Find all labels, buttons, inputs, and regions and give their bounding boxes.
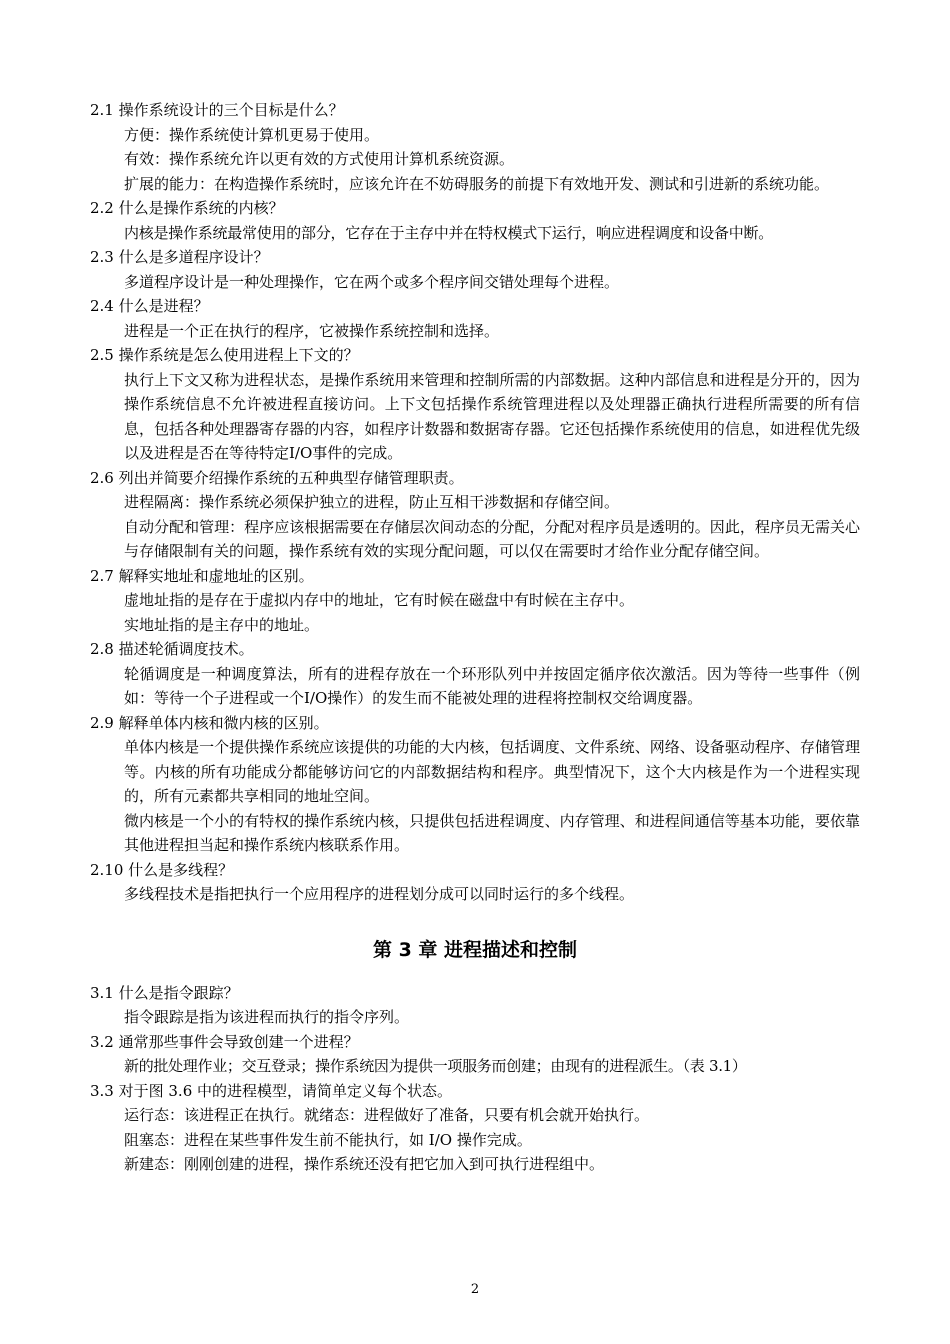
question-2-7: 2.7 解释实地址和虚地址的区别。 [90,566,314,585]
answer-paragraph: 运行态：该进程正在执行。就绪态：进程做好了准备，只要有机会就开始执行。 [124,1106,650,1124]
answer-paragraph: 指令跟踪是指为该进程而执行的指令序列。 [124,1008,410,1026]
question-3-2: 3.2 通常那些事件会导致创建一个进程？ [90,1032,359,1051]
question-2-8: 2.8 描述轮循调度技术。 [90,640,254,658]
section-3-3 [90,1079,860,1177]
question-3-3: 3.3 对于图 3.6 中的进程模型，请简单定义每个状态。 [90,1081,453,1100]
section-3-1 [90,981,860,1030]
answer-paragraph: 有效：操作系统允许以更有效的方式使用计算机系统资源。 [124,150,515,168]
answer-paragraph: 新的批处理作业；交互登录；操作系统因为提供一项服务而创建；由现有的进程派生。（表 3.1） [124,1057,747,1075]
section-2-8 [90,637,860,711]
question-2-1: 2.1 操作系统设计的三个目标是什么？ [90,101,344,119]
section-2-1 [90,98,860,196]
section-2-9 [90,711,860,858]
answer-paragraph: 轮循调度是一种调度算法，所有的进程存放在一个环形队列中并按固定循序依次激活。因为等待一些事件（例如：等待一个子进程或一个I/O操作）的发生而不能被处理的进程将控制权交给调度器。 [124,664,860,707]
section-2-5 [90,343,860,466]
answer-paragraph: 多道程序设计是一种处理操作，它在两个或多个程序间交错处理每个进程。 [124,272,620,291]
question-2-2: 2.2 什么是操作系统的内核？ [90,199,284,217]
answer-paragraph: 方便：操作系统使计算机更易于使用。 [124,125,380,144]
answer-paragraph: 微内核是一个小的有特权的操作系统内核，只提供包括进程调度、内存管理、和进程间通信等基本功能，要依靠其他进程担当起和操作系统内核联系作用。 [124,811,860,854]
section-2-10 [90,858,860,907]
question-2-9: 2.9 解释单体内核和微内核的区别。 [90,713,329,732]
answer-paragraph: 实地址指的是主存中的地址。 [124,615,320,634]
section-2-3 [90,245,860,294]
question-3-1: 3.1 什么是指令跟踪？ [90,983,239,1002]
question-2-3: 2.3 什么是多道程序设计？ [90,248,269,266]
question-2-4: 2.4 什么是进程？ [90,297,209,315]
answer-paragraph: 内核是操作系统最常使用的部分，它存在于主存中并在特权模式下运行，响应进程调度和设备中断。 [124,223,774,242]
section-2-4 [90,294,860,343]
page-number: 2 [470,1282,480,1297]
answer-paragraph: 新建态：刚刚创建的进程，操作系统还没有把它加入到可执行进程组中。 [124,1155,605,1173]
answer-paragraph: 自动分配和管理：程序应该根据需要在存储层次间动态的分配，分配对程序员是透明的。因此，程序员无需关心与存储限制有关的问题，操作系统有效的实现分配问题，可以仅在需要时才给作业分配存储空间。 [124,517,860,560]
answer-paragraph: 执行上下文又称为进程状态，是操作系统用来管理和控制所需的内部数据。这种内部信息和进程是分开的，因为操作系统信息不允许被进程直接访问。上下文包括操作系统管理进程以及处理器正确执行进程所需要的所有信息，包括各种处理器寄存器的内容，如程序计数器和数据寄存器。它还包括操作系统使用的信息，如进程优先级以及进程是否在等待特定I/O事件的完成。 [124,370,860,462]
question-2-10: 2.10 什么是多线程？ [90,860,234,879]
section-2-7 [90,564,860,638]
answer-paragraph: 进程隔离：操作系统必须保护独立的进程，防止互相干涉数据和存储空间。 [124,493,620,511]
document-page [90,98,860,1177]
answer-paragraph: 虚地址指的是存在于虚拟内存中的地址，它有时候在磁盘中有时候在主存中。 [124,591,635,609]
question-2-6: 2.6 列出并简要介绍操作系统的五种典型存储管理职责。 [90,468,464,487]
question-2-5: 2.5 操作系统是怎么使用进程上下文的？ [90,346,359,364]
answer-paragraph: 扩展的能力：在构造操作系统时，应该允许在不妨碍服务的前提下有效地开发、测试和引进新的系统功能。 [124,174,830,193]
answer-paragraph: 进程是一个正在执行的程序，它被操作系统控制和选择。 [124,321,500,340]
answer-paragraph: 阻塞态：进程在某些事件发生前不能执行，如 I/O 操作完成。 [124,1130,532,1149]
section-3-2 [90,1030,860,1079]
chapter-heading: 第 3 章 进程描述和控制 [372,938,578,961]
section-2-6 [90,466,860,564]
answer-paragraph: 单体内核是一个提供操作系统应该提供的功能的大内核，包括调度、文件系统、网络、设备驱动程序、存储管理等。内核的所有功能成分都能够访问它的内部数据结构和程序。典型情况下，这个大内核是作为一个进程实现的，所有元素都共享相同的地址空间。 [124,738,860,805]
answer-paragraph: 多线程技术是指把执行一个应用程序的进程划分成可以同时运行的多个线程。 [124,885,635,903]
section-2-2 [90,196,860,245]
